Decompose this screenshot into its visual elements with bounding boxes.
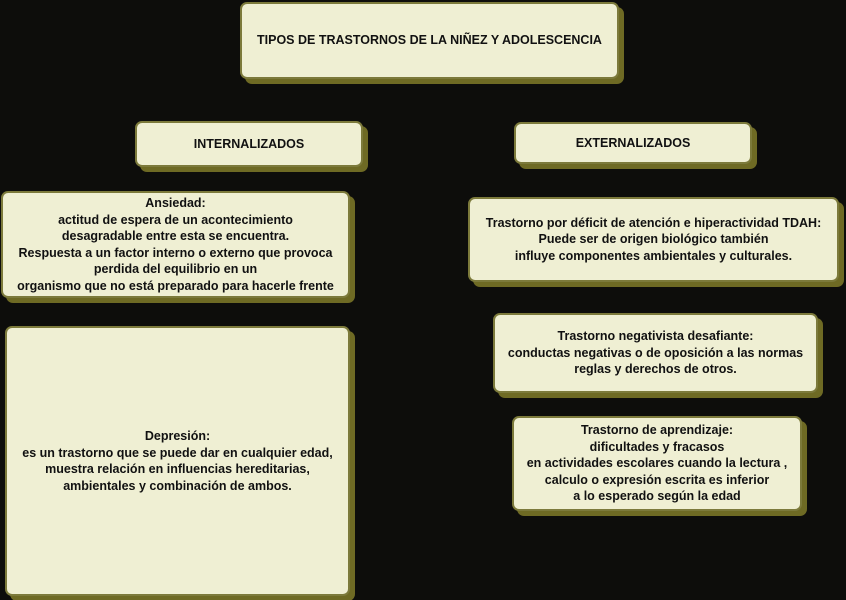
depresion-line: ambientales y combinación de ambos.	[63, 478, 292, 493]
ansiedad-line: Respuesta a un factor interno o externo que provoca	[18, 245, 333, 260]
negativista-box	[493, 313, 818, 393]
depresion-line: muestra relación en influencias hereditarias,	[45, 462, 310, 476]
externalizados-header-box	[514, 122, 752, 164]
aprendizaje-box	[512, 416, 802, 511]
aprendizaje-line: a lo esperado según la edad	[573, 489, 741, 504]
tdah-line: influye componentes ambientales y culturales.	[514, 248, 793, 263]
negativista-line: conductas negativas o de oposición a las normas	[507, 345, 804, 360]
negativista-line: reglas y derechos de otros.	[574, 362, 737, 377]
ansiedad-line: actitud de espera de un acontecimiento	[58, 212, 293, 227]
tdah-title: Trastorno por déficit de atención e hiperactividad TDAH:	[485, 215, 822, 230]
internalizados-header-box	[135, 121, 363, 167]
negativista-title: Trastorno negativista desafiante:	[557, 329, 754, 344]
title-box	[240, 2, 619, 79]
title-text: TIPOS DE TRASTORNOS DE LA NIÑEZ Y ADOLESCENCIA	[257, 33, 602, 48]
aprendizaje-line: calculo o expresión escrita es inferior	[544, 472, 770, 487]
aprendizaje-title: Trastorno de aprendizaje:	[580, 423, 734, 438]
ansiedad-title: Ansiedad:	[145, 196, 206, 210]
ansiedad-line: organismo que no está preparado para hacerle frente	[17, 278, 334, 293]
internalizados-header: INTERNALIZADOS	[193, 136, 305, 151]
aprendizaje-line: dificultades y fracasos	[589, 439, 725, 454]
depresion-line: es un trastorno que se puede dar en cualquier edad,	[22, 445, 333, 460]
depresion-box	[5, 326, 350, 596]
tdah-line: Puede ser de origen biológico también	[538, 232, 769, 247]
depresion-title: Depresión:	[144, 429, 211, 443]
ansiedad-line: perdida del equilibrio en un	[93, 262, 258, 276]
externalizados-header: EXTERNALIZADOS	[575, 135, 691, 150]
ansiedad-box	[1, 191, 350, 298]
ansiedad-line: desagradable entre esta se encuentra.	[61, 229, 290, 243]
tdah-box	[468, 197, 839, 282]
aprendizaje-line: en actividades escolares cuando la lectura ,	[526, 456, 788, 471]
